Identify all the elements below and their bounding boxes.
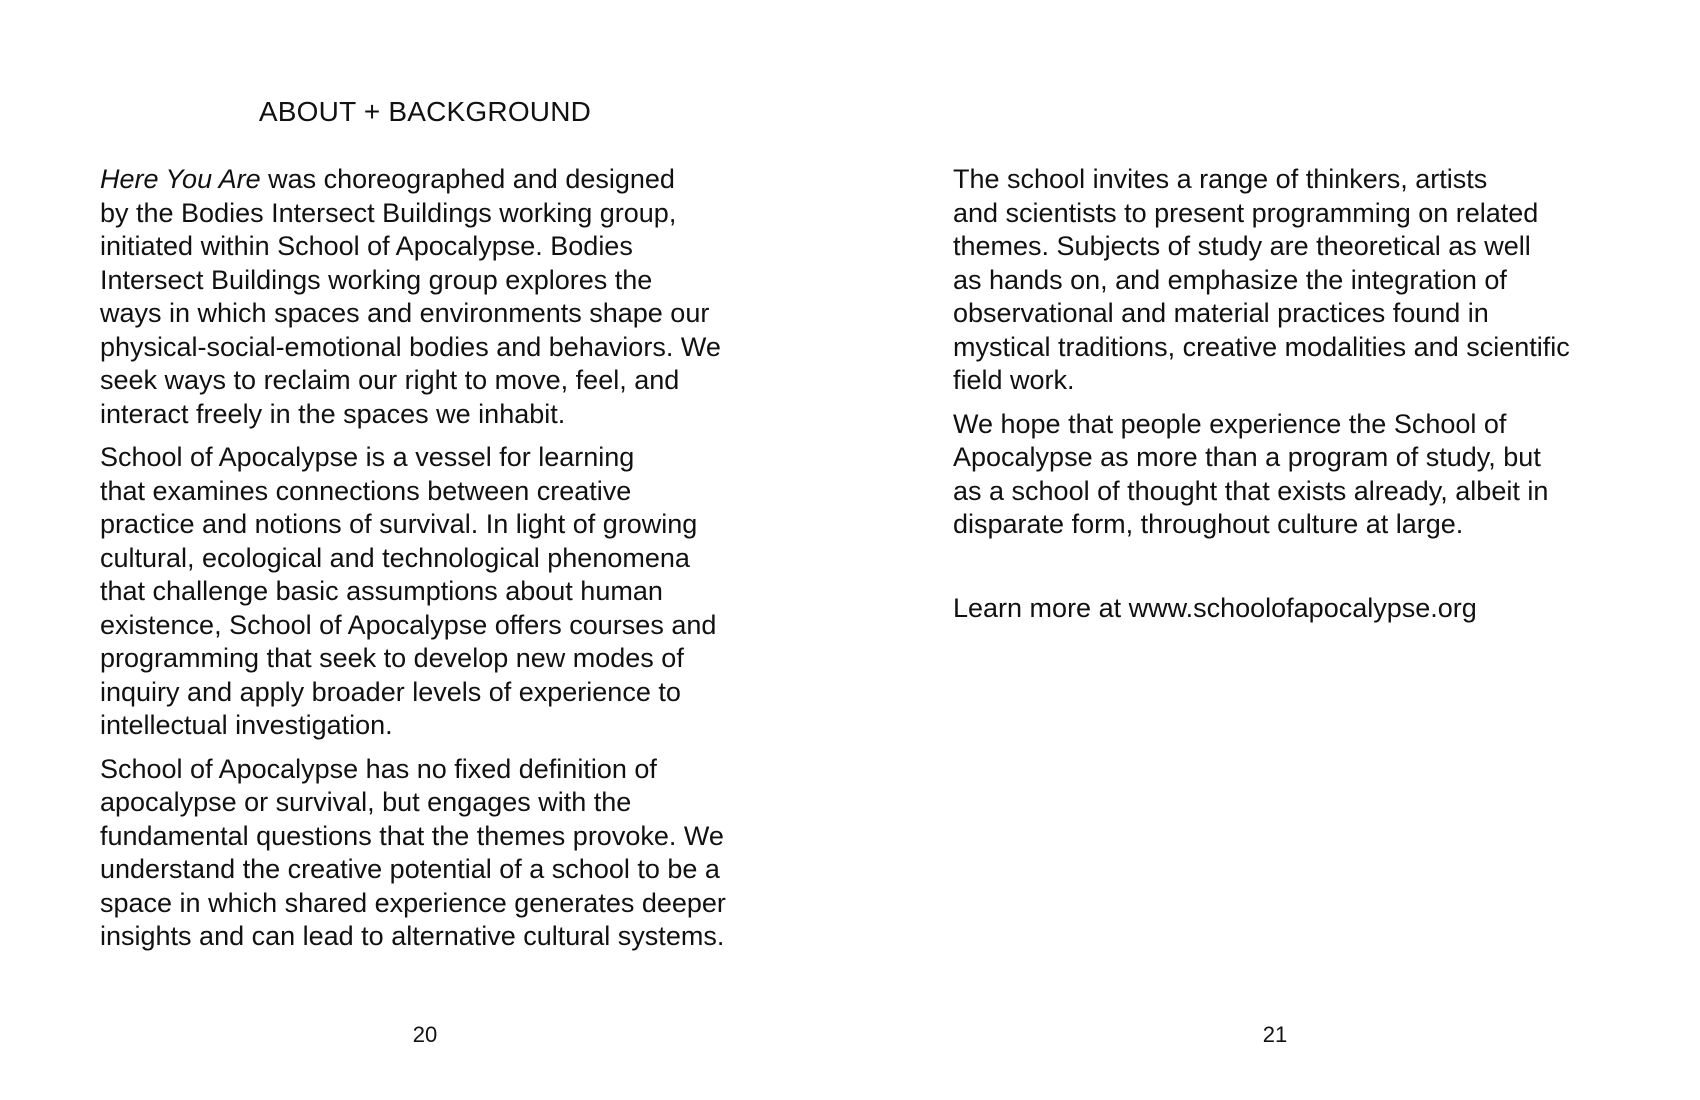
- text-line: understand the creative potential of a school to be a: [100, 854, 720, 884]
- text-line: Intersect Buildings working group explores the: [100, 264, 653, 295]
- text-line: initiated within School of Apocalypse. Bodies: [100, 231, 633, 261]
- paragraph-here-you-are: [100, 163, 760, 431]
- right-page: [850, 0, 1700, 1100]
- paragraph-no-fixed-definition: [100, 753, 760, 954]
- work-title: Here You Are: [100, 164, 261, 194]
- text-line: that examines connections between creative: [100, 475, 632, 506]
- text-line: interact freely in the spaces we inhabit.: [100, 398, 566, 429]
- text-line: field work.: [953, 365, 1075, 395]
- paragraph-we-hope: [953, 408, 1613, 542]
- text-line: insights and can lead to alternative cultural systems.: [100, 921, 725, 951]
- text-line: School of Apocalypse has no fixed definition of: [100, 753, 657, 784]
- text-line: disparate form, throughout culture at large.: [953, 509, 1464, 539]
- text-line: ways in which spaces and environments shape our: [100, 298, 710, 328]
- text-line: cultural, ecological and technological phenomena: [100, 542, 690, 573]
- text-line: existence, School of Apocalypse offers courses and: [100, 609, 717, 640]
- text-line-rest: was choreographed and designed: [260, 164, 675, 194]
- paragraph-invites-thinkers: [953, 163, 1613, 398]
- learn-more-text: Learn more at www.schoolofapocalypse.org: [953, 592, 1477, 623]
- right-page-text-column: [953, 163, 1613, 635]
- text-line: mystical traditions, creative modalities and scientific: [953, 331, 1570, 362]
- text-line: intellectual investigation.: [100, 710, 393, 740]
- text-line: The school invites a range of thinkers, artists: [953, 164, 1488, 194]
- text-line: School of Apocalypse is a vessel for learning: [100, 442, 635, 472]
- section-heading: ABOUT + BACKGROUND: [258, 96, 592, 127]
- page-number-right: 21: [1262, 1022, 1288, 1047]
- text-line: space in which shared experience generates deeper: [100, 887, 726, 918]
- text-line: by the Bodies Intersect Buildings working group,: [100, 197, 677, 228]
- text-line: as a school of thought that exists already, albeit in: [953, 475, 1549, 506]
- text-line: physical-social-emotional bodies and behaviors. We: [100, 331, 721, 362]
- page-number-left: 20: [412, 1022, 438, 1047]
- text-line: as hands on, and emphasize the integration of: [953, 264, 1507, 295]
- text-line: and scientists to present programming on related: [953, 197, 1539, 228]
- text-line: programming that seek to develop new modes of: [100, 643, 684, 673]
- text-line: seek ways to reclaim our right to move, feel, and: [100, 365, 680, 395]
- text-line: themes. Subjects of study are theoretical as well: [953, 231, 1531, 261]
- paragraph-vessel-for-learning: [100, 441, 760, 743]
- left-page-text-column: [100, 163, 760, 964]
- text-line: observational and material practices found in: [953, 298, 1489, 328]
- text-line: Apocalypse as more than a program of study, but: [953, 442, 1541, 472]
- text-line: inquiry and apply broader levels of experience to: [100, 676, 681, 707]
- text-line: [100, 163, 760, 197]
- learn-more-line: [953, 592, 1613, 626]
- text-line: fundamental questions that the themes provoke. We: [100, 820, 724, 851]
- text-line: practice and notions of survival. In light of growing: [100, 509, 698, 539]
- text-line: that challenge basic assumptions about human: [100, 576, 663, 606]
- text-line: We hope that people experience the School of: [953, 408, 1507, 439]
- text-line: apocalypse or survival, but engages with the: [100, 787, 632, 817]
